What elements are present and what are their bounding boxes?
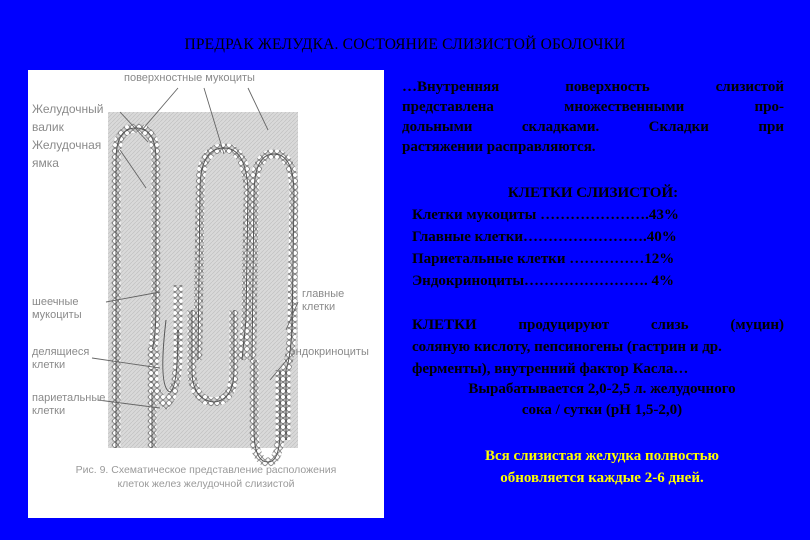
label-gastric-pit: Желудочная ямка (32, 138, 102, 170)
figure-caption: Рис. 9. Схематическое представление расположения клеток желез желудочной слизистой (75, 464, 337, 490)
cells-row-parietal: Париетальные клетки ……………12% (412, 251, 675, 267)
intro-line-2: представлена множественными про- (402, 99, 784, 115)
volume-line-2: сока / сутки (рН 1,5-2,0) (521, 402, 683, 418)
label-parietal-cells: париетальные клетки (32, 392, 106, 417)
produce-line-2: соляную кислоту, пепсиногены (гастрин и др. (412, 339, 722, 355)
cells-row-main: Главные клетки…………………….40% (412, 229, 677, 245)
label-surface-mucocytes: поверхностные мукоциты (124, 72, 255, 84)
renewal-line-2: обновляется каждые 2-6 дней. (500, 470, 704, 486)
intro-line-3: дольными складками. Складки при (402, 119, 784, 135)
intro-line-1: …Внутренняя поверхность слизистой (402, 79, 784, 95)
volume-line-1: Вырабатывается 2,0-2,5 л. желудочного (468, 381, 736, 397)
cells-row-mucocytes: Клетки мукоциты ………………….43% (412, 207, 679, 223)
gastric-mucosa-figure (28, 70, 384, 518)
label-neck-mucocytes: шеечные мукоциты (32, 296, 82, 321)
label-endocrinocytes: эндокриноциты (290, 346, 369, 358)
label-dividing-cells: делящиеся клетки (32, 346, 90, 371)
slide-title: ПРЕДРАК ЖЕЛУДКА. СОСТОЯНИЕ СЛИЗИСТОЙ ОБОЛОЧКИ (184, 36, 626, 53)
produce-line-1: КЛЕТКИ продуцируют слизь (муцин) (412, 317, 784, 333)
label-gastric-ridge: Желудочный валик (32, 102, 104, 134)
renewal-line-1: Вся слизистая желудка полностью (485, 448, 719, 464)
label-main-cells: главные клетки (302, 288, 345, 313)
produce-line-3: ферменты), внутренний фактор Касла… (412, 361, 689, 377)
cells-heading: КЛЕТКИ СЛИЗИСТОЙ: (507, 185, 679, 201)
intro-line-4: растяжении расправляются. (402, 139, 596, 155)
cells-row-endocrine: Эндокриноциты……………………. 4% (412, 273, 675, 289)
